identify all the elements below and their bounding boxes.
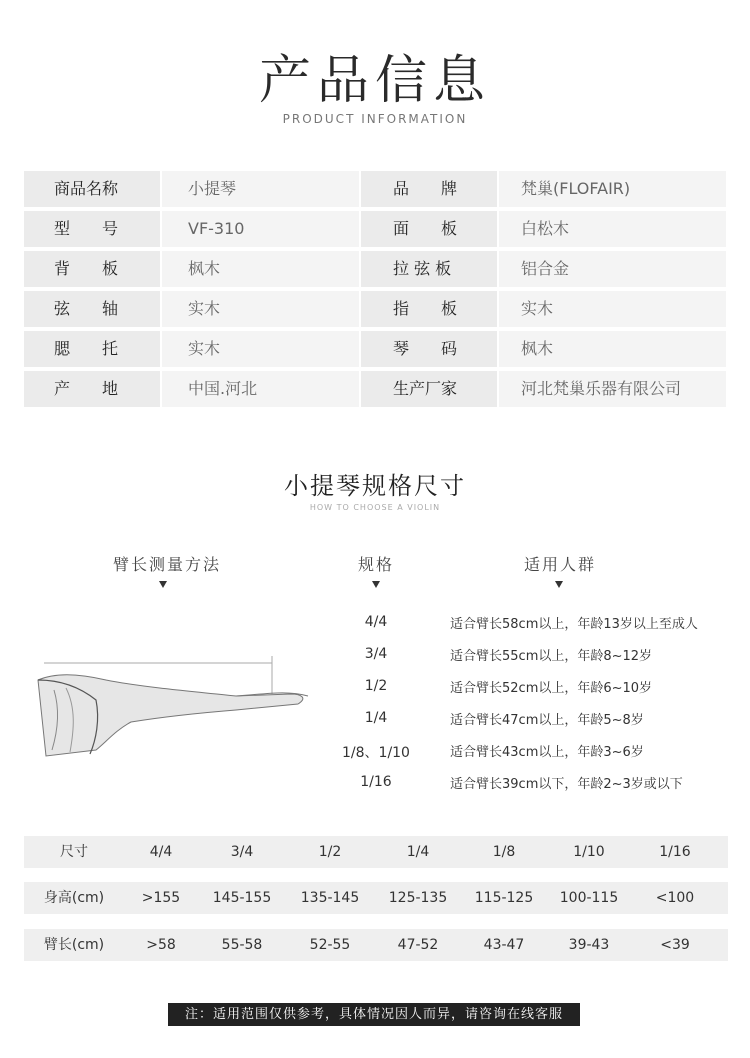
table-row xyxy=(24,882,728,914)
spec-size: 1/2 xyxy=(364,678,388,694)
info-value: 河北梵巢乐器有限公司 xyxy=(499,371,726,407)
down-triangle-icon xyxy=(159,581,167,588)
audience-heading: 适用人群 xyxy=(523,555,596,574)
table-cell: 43-47 xyxy=(483,937,525,953)
table-cell: >155 xyxy=(141,890,181,906)
info-value: 实木 xyxy=(162,291,359,327)
disclaimer-note: 注：适用范围仅供参考，具体情况因人而异，请咨询在线客服 xyxy=(168,1003,580,1026)
spec-size: 1/16 xyxy=(360,774,392,790)
info-key: 面 板 xyxy=(361,211,497,247)
table-row xyxy=(24,929,728,961)
spec-audience: 适合臂长58cm以上，年龄13岁以上至成人 xyxy=(450,617,698,632)
info-row xyxy=(24,331,726,367)
table-cell: 1/16 xyxy=(659,844,691,860)
info-key: 品 牌 xyxy=(361,171,497,207)
info-value: 铝合金 xyxy=(499,251,726,287)
info-row xyxy=(24,371,726,407)
table-cell: 47-52 xyxy=(397,937,439,953)
info-key: 生产厂家 xyxy=(361,371,497,407)
table-cell: 3/4 xyxy=(230,844,254,860)
down-triangle-icon xyxy=(372,581,380,588)
spec-size: 4/4 xyxy=(364,614,388,630)
info-key: 型 号 xyxy=(24,211,160,247)
table-cell: <39 xyxy=(660,937,690,953)
table-cell: 55-58 xyxy=(221,937,263,953)
info-value: 白松木 xyxy=(499,211,726,247)
info-row xyxy=(24,251,726,287)
info-key: 背 板 xyxy=(24,251,160,287)
table-cell: >58 xyxy=(146,937,176,953)
info-key: 弦 轴 xyxy=(24,291,160,327)
spec-size: 1/8、1/10 xyxy=(342,745,410,761)
spec-audience: 适合臂长47cm以上，年龄5~8岁 xyxy=(450,713,644,728)
info-key: 腮 托 xyxy=(24,331,160,367)
info-value: 梵巢(FLOFAIR) xyxy=(499,171,726,207)
table-cell: 1/8 xyxy=(492,844,516,860)
size-section-subtitle: HOW TO CHOOSE A VIOLIN xyxy=(309,503,441,512)
table-cell: 135-145 xyxy=(300,890,360,906)
table-cell: 身高(cm) xyxy=(43,890,105,906)
table-cell: 1/4 xyxy=(406,844,430,860)
table-cell: 115-125 xyxy=(474,890,534,906)
table-row xyxy=(24,836,728,868)
page-title: 产品信息 xyxy=(258,51,491,111)
info-value: 中国.河北 xyxy=(162,371,359,407)
info-key: 产 地 xyxy=(24,371,160,407)
table-cell: 125-135 xyxy=(388,890,448,906)
table-cell: 100-115 xyxy=(559,890,619,906)
arm-measurement-illustration xyxy=(36,650,316,760)
info-row xyxy=(24,291,726,327)
spec-audience: 适合臂长52cm以上，年龄6~10岁 xyxy=(450,681,653,696)
table-cell: 1/10 xyxy=(573,844,605,860)
info-value: 实木 xyxy=(499,291,726,327)
info-key: 商品名称 xyxy=(24,171,160,207)
table-cell: 1/2 xyxy=(318,844,342,860)
info-row xyxy=(24,211,726,247)
info-value: 枫木 xyxy=(162,251,359,287)
table-cell: 尺寸 xyxy=(60,844,88,860)
table-cell: <100 xyxy=(655,890,695,906)
spec-audience: 适合臂长39cm以下，年龄2~3岁或以下 xyxy=(450,777,683,792)
info-value: 实木 xyxy=(162,331,359,367)
table-cell: 4/4 xyxy=(149,844,173,860)
info-key: 拉 弦 板 xyxy=(361,251,497,287)
measure-method-heading: 臂长测量方法 xyxy=(112,555,221,574)
info-key: 指 板 xyxy=(361,291,497,327)
table-cell: 145-155 xyxy=(212,890,272,906)
size-section-title: 小提琴规格尺寸 xyxy=(284,472,466,500)
page-subtitle: PRODUCT INFORMATION xyxy=(282,112,468,126)
table-cell: 52-55 xyxy=(309,937,351,953)
spec-heading: 规格 xyxy=(357,555,394,574)
info-value: 枫木 xyxy=(499,331,726,367)
table-cell: 39-43 xyxy=(568,937,610,953)
spec-audience: 适合臂长55cm以上，年龄8~12岁 xyxy=(450,649,653,664)
spec-size: 3/4 xyxy=(364,646,388,662)
spec-audience: 适合臂长43cm以上，年龄3~6岁 xyxy=(450,745,644,760)
info-value: 小提琴 xyxy=(162,171,359,207)
info-row xyxy=(24,171,726,207)
table-cell: 臂长(cm) xyxy=(43,937,105,953)
down-triangle-icon xyxy=(555,581,563,588)
info-value: VF-310 xyxy=(162,211,359,247)
info-key: 琴 码 xyxy=(361,331,497,367)
spec-size: 1/4 xyxy=(364,710,388,726)
